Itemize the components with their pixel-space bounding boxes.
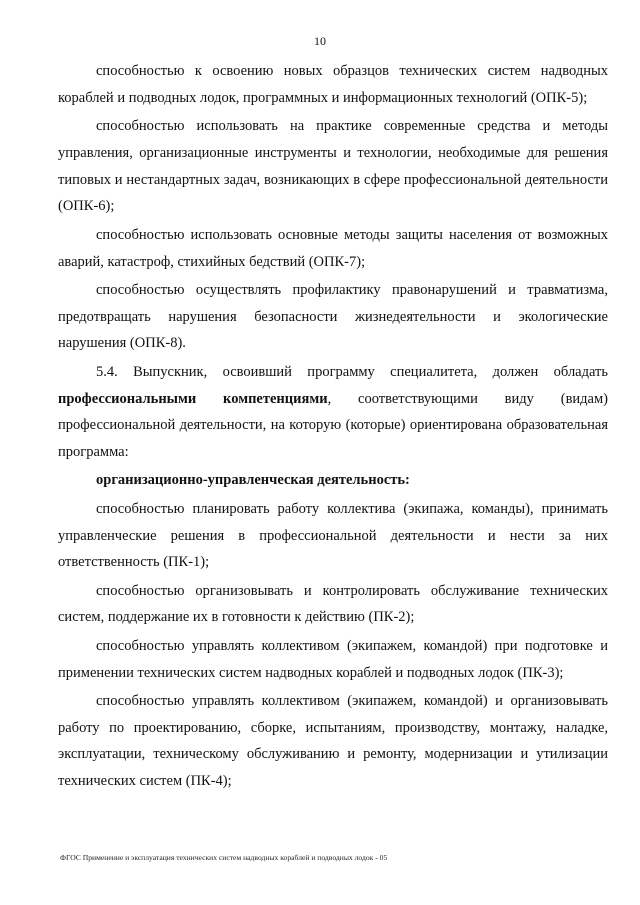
paragraph-opk-7: способностью использовать основные методы защиты населения от возможных аварий, катастроф, стихийных бедствий (ОПК-7); (58, 226, 608, 270)
section-5-4-intro: 5.4. Выпускник, освоивший программу специалитета, должен обладать (96, 363, 608, 380)
paragraph-pk-4: способностью управлять коллективом (экипажем, командой) и организовывать работу по проектированию, сборке, испытаниям, производству, монтажу, наладке, эксплуатации, техническому обслуживанию и ремонту, модернизации и утилизации технических систем (ПК-4); (58, 692, 608, 790)
footer-text: ФГОС Применение и эксплуатация технических систем надводных кораблей и подводных лодок - 05 (60, 853, 388, 862)
professional-competencies-term: профессиональными компетенциями (58, 390, 328, 407)
paragraph-pk-3: способностью управлять коллективом (экипажем, командой) при подготовке и применении технических систем надводных кораблей и подводных лодок (ПК-3); (58, 637, 608, 681)
activity-heading: организационно-управленческая деятельность: (96, 472, 410, 489)
document-body (58, 58, 608, 795)
section-5-4-rest: , соответствующими виду (видам) профессиональной деятельности, на которую (которые) ориентирована образовательная программа: (58, 390, 608, 461)
paragraph-opk-5: способностью к освоению новых образцов технических систем надводных кораблей и подводных лодок, программных и информационных технологий (ОПК-5); (58, 63, 608, 106)
page-number: 10 (314, 34, 326, 48)
paragraph-pk-2: способностью организовывать и контролировать обслуживание технических систем, поддержание их в готовности к действию (ПК-2); (58, 582, 608, 626)
paragraph-opk-8: способностью осуществлять профилактику правонарушений и травматизма, предотвращать нарушения безопасности жизнедеятельности и экологические нарушения (ОПК-8). (58, 281, 608, 352)
paragraph-section-5-4 (58, 359, 608, 466)
paragraph-opk-6: способностью использовать на практике современные средства и методы управления, организационные инструменты и технологии, необходимые для решения типовых и нестандартных задач, возникающих в сфере профессиональной деятельности (ОПК-6); (58, 118, 608, 215)
paragraph-pk-1: способностью планировать работу коллектива (экипажа, команды), принимать управленческие решения в профессиональной деятельности и нести за них ответственность (ПК-1); (58, 500, 608, 571)
